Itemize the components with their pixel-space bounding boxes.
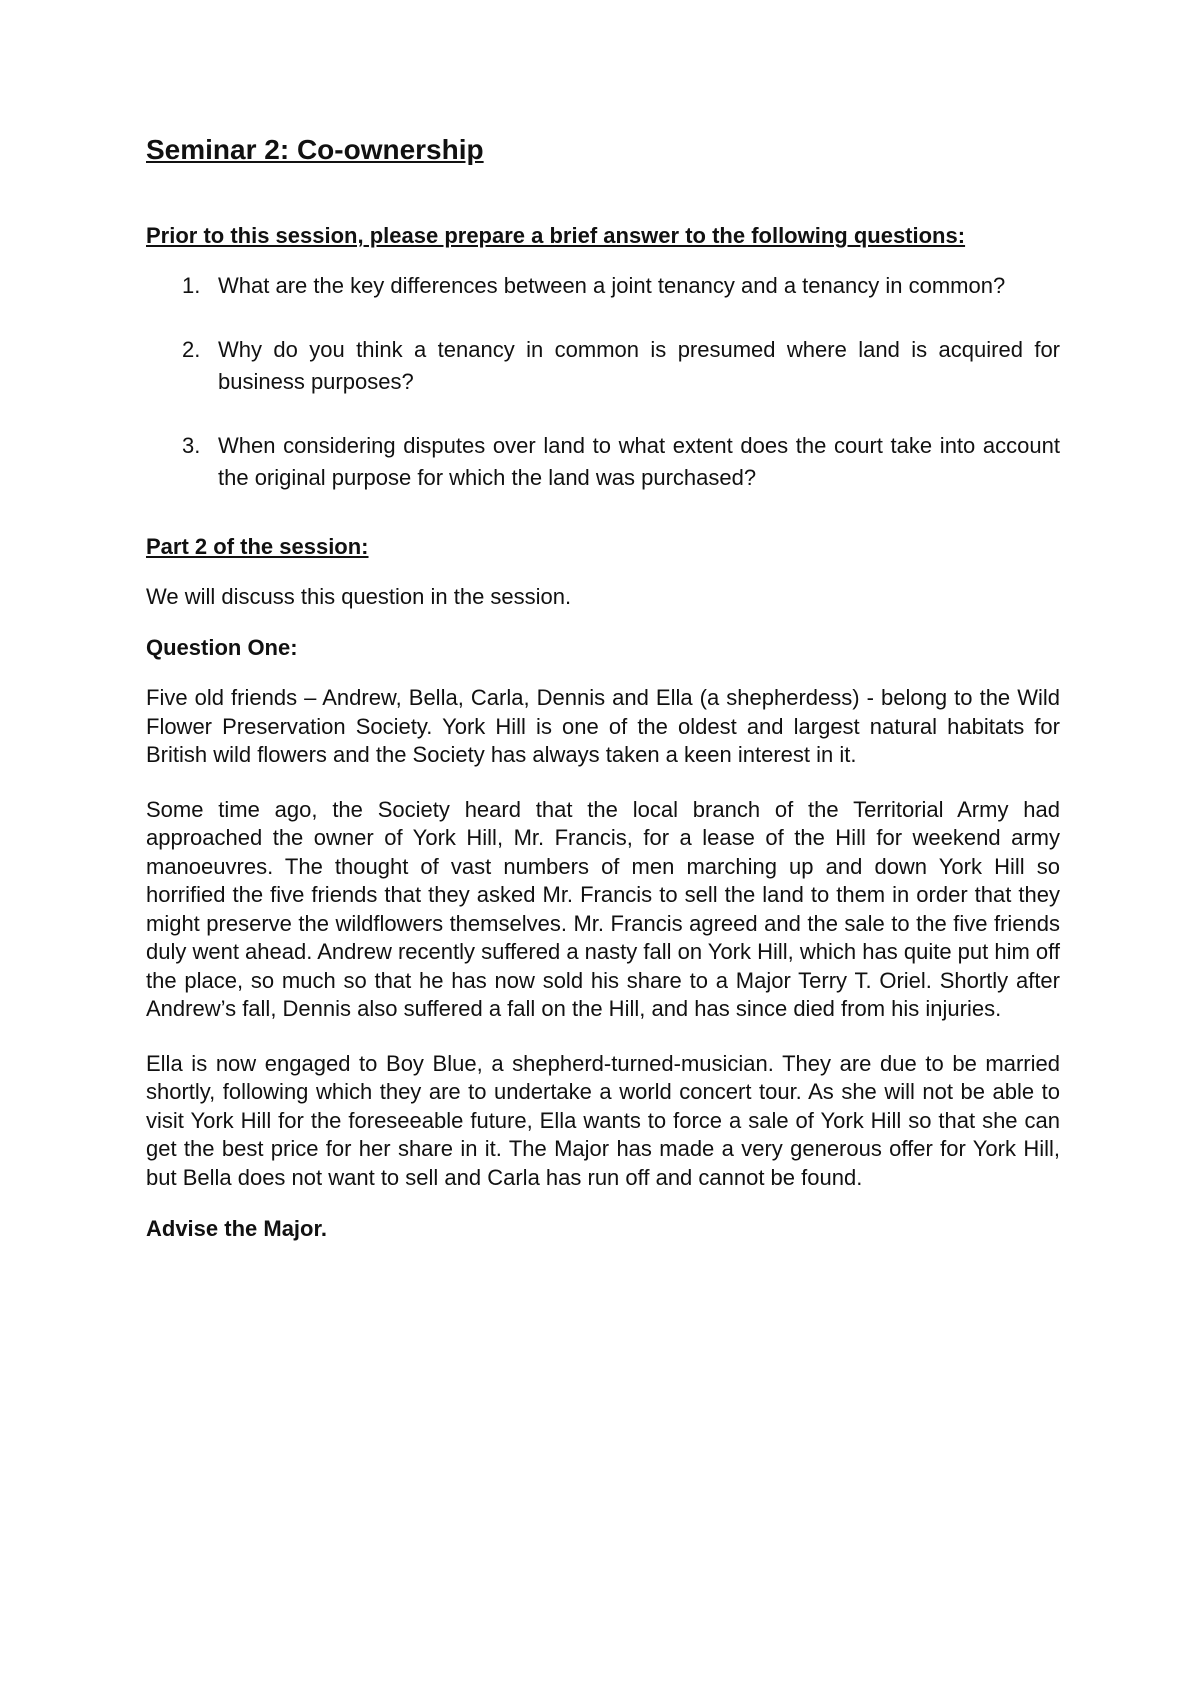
scenario-paragraph: Five old friends – Andrew, Bella, Carla, Dennis and Ella (a shepherdess) - belong to the Wild Flower Preservation Society. York Hill is one of the oldest and largest natural habitats for British wild flowers and the Society has always taken a keen interest in it. bbox=[146, 685, 1060, 768]
page-title: Seminar 2: Co-ownership bbox=[146, 134, 484, 165]
list-item-text: When considering disputes over land to what extent does the court take into account the original purpose for which the land was purchased? bbox=[218, 432, 1060, 490]
part2-heading: Part 2 of the session: bbox=[146, 533, 369, 559]
prep-heading: Prior to this session, please prepare a brief answer to the following questions: bbox=[146, 223, 966, 249]
scenario-paragraph: Ella is now engaged to Boy Blue, a shepherd-turned-musician. They are due to be married shortly, following which they are to undertake a world concert tour. As she will not be able to visit York Hill for the foreseeable future, Ella wants to force a sale of York Hill so that she can get the best price for her share in it. The Major has made a very generous offer for York Hill, but Bella does not want to sell and Carla has run off and cannot be found. bbox=[146, 1050, 1060, 1190]
document-page bbox=[146, 130, 1060, 1245]
list-item bbox=[146, 430, 1060, 494]
list-item-text: Why do you think a tenancy in common is presumed where land is acquired for business purposes? bbox=[218, 336, 1060, 394]
list-number: 3. bbox=[182, 432, 201, 458]
closing-instruction: Advise the Major. bbox=[146, 1216, 327, 1242]
list-item-text: What are the key differences between a joint tenancy and a tenancy in common? bbox=[218, 272, 1006, 298]
list-item bbox=[146, 334, 1060, 398]
question-list bbox=[146, 270, 1060, 494]
part2-intro: We will discuss this question in the session. bbox=[146, 583, 572, 609]
list-item bbox=[146, 270, 1060, 302]
question-one-heading: Question One: bbox=[146, 635, 298, 661]
list-number: 1. bbox=[182, 272, 201, 298]
list-number: 2. bbox=[182, 336, 201, 362]
scenario-paragraph: Some time ago, the Society heard that the local branch of the Territorial Army had approached the owner of York Hill, Mr. Francis, for a lease of the Hill for weekend army manoeuvres. The thought of vast numbers of men marching up and down York Hill so horrified the five friends that they asked Mr. Francis to sell the land to them in order that they might preserve the wildflowers themselves. Mr. Francis agreed and the sale to the five friends duly went ahead. Andrew recently suffered a nasty fall on York Hill, which has quite put him off the place, so much so that he has now sold his share to a Major Terry T. Oriel. Shortly after Andrew’s fall, Dennis also suffered a fall on the Hill, and has since died from his injuries. bbox=[146, 796, 1060, 1022]
